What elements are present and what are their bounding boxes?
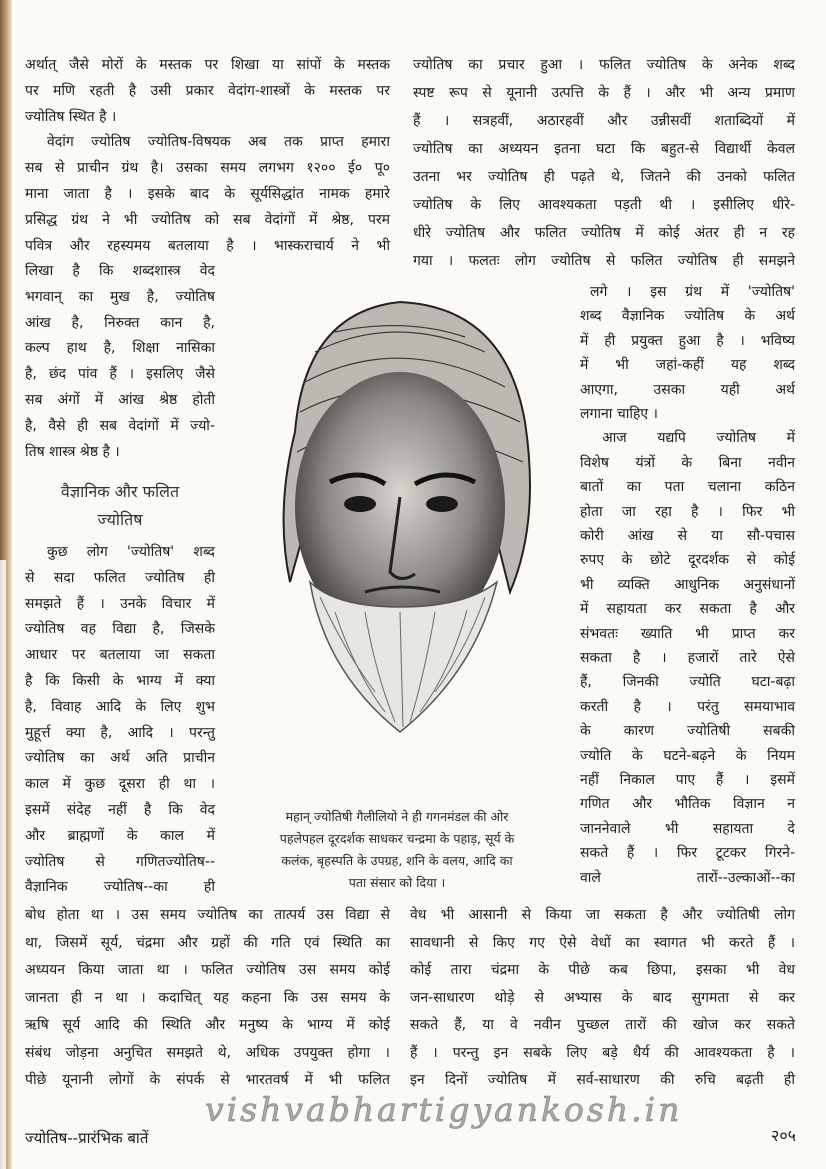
text-line: है कि किसी के भाग्य में क्या: [25, 673, 215, 689]
text-line: भगवान् का मुख है, ज्योतिष: [25, 288, 215, 305]
text-line: सावधानी से किए गए ऐसे वेधों का स्वागत भी करते हैं ।: [410, 934, 795, 951]
portrait-illustration: [235, 292, 560, 797]
text-line: अध्ययन किया जाता था । फलित ज्योतिष उस समय कोई: [25, 962, 390, 978]
text-line: तिष शास्त्र श्रेष्ठ है ।: [25, 443, 120, 460]
text-line: कोरी आंख से या सौ-पचास: [580, 528, 795, 544]
text-line: ज्योतिष का अर्थ अति प्राचीन: [25, 750, 215, 767]
section-heading: [25, 480, 215, 530]
text-line: भी व्यक्ति आधुनिक अनुसंधानों: [580, 576, 795, 593]
text-line: रुपए के छोटे दूरदर्शक से कोई: [580, 552, 795, 569]
text-line: ज्योतिष वह विद्या है, जिसके: [25, 621, 215, 638]
caption-line: महान् ज्योतिषी गैलीलियो ने ही गगनमंडल की ओर: [285, 809, 509, 824]
text-line: पर मणि रहती है उसी प्रकार वेदांग-शास्त्रों के मस्तक पर: [25, 82, 390, 99]
text-line: गया । फलतः लोग ज्योतिष से फलित ज्योतिष ही समझने: [413, 253, 795, 269]
caption-line: पता संसार को दिया ।: [348, 875, 446, 890]
text-line: पवित्र और रहस्यमय बतलाया है । भास्कराचार्य ने भी: [25, 237, 390, 254]
text-line: ज्योतिष स्थित है ।: [25, 108, 117, 125]
text-line: समझते हैं । उनके विचार में: [25, 595, 215, 612]
caption-line: पहलेपहल दूरदर्शक साधकर चन्द्रमा के पहाड़, सूर्य के: [279, 831, 515, 846]
text-line: इसमें संदेह नहीं है कि वेद: [25, 802, 215, 818]
text-line: है, विवाह आदि के लिए शुभ: [25, 698, 215, 715]
text-line: ज्योतिष का अध्ययन इतना घटा कि बहुत-से विद्यार्थी केवल: [413, 141, 795, 157]
page-number: २०५: [771, 1126, 796, 1145]
text-line: वैज्ञानिक ज्योतिष--का ही: [25, 879, 215, 896]
text-line: अर्थात् जैसे मोरों के मस्तक पर शिखा या सांपों के मस्तक: [25, 57, 390, 73]
text-line: और ब्राह्मणों के काल में: [25, 827, 215, 844]
text-line: सकते हैं । फिर टूटकर गिरने-: [580, 845, 795, 862]
text-line: कल्प हाथ है, शिक्षा नासिका: [25, 340, 215, 357]
text-line: लगाना चाहिए ।: [580, 406, 658, 422]
text-line: है, छंद पांव हैं । इसलिए जैसे: [25, 366, 215, 383]
text-line: पीछे यूनानी लोगों के संपर्क से भारतवर्ष में भी फलित: [25, 1072, 390, 1088]
text-line: वेध भी आसानी से किया जा सकता है और ज्योतिषी लोग: [410, 907, 795, 923]
text-line: हैं । सत्रहवीं, अठारहवीं और उन्नीसवीं शताब्दियों में: [413, 113, 795, 129]
text-line: था, जिसमें सूर्य, चंद्रमा और ग्रहों की गति एवं स्थिति का: [25, 934, 390, 951]
section-heading-line: ज्योतिष: [97, 510, 143, 529]
text-line: के कारण ज्योतिषी सबकी: [580, 723, 795, 740]
text-line: नहीं निकाल पाए हैं । इसमें: [580, 772, 795, 788]
text-line: आधार पर बतलाया जा सकता: [25, 647, 215, 664]
watermark: vishvabhartigyankosh.in: [205, 1090, 683, 1129]
text-line: ज्योति के घटने-बढ़ने के नियम: [580, 747, 795, 764]
text-line: सब से प्राचीन ग्रंथ है। उसका समय लगभग १२०० ई० पू०: [25, 160, 390, 177]
text-line: आएगा, उसका यही अर्थ: [580, 381, 795, 398]
text-line: ज्योतिष से गणितज्योतिष--: [25, 853, 215, 870]
text-line: हैं । परन्तु इन सबके लिए बड़े धैर्य की आवश्यकता है ।: [410, 1044, 795, 1061]
text-line: उतना भर ज्योतिष ही पढ़ते थे, जितने की उनको फलित: [413, 169, 795, 185]
caption-line: कलंक, बृहस्पति के उपग्रह, शनि के वलय, आदि का: [281, 853, 513, 868]
section-heading-line: वैज्ञानिक और फलित: [60, 482, 180, 501]
text-line: सब अंगों में आंख श्रेष्ठ होती: [25, 392, 215, 408]
text-line: लिखा है कि शब्दशास्त्र वेद: [25, 263, 215, 279]
text-line: से सदा फलित ज्योतिष ही: [25, 569, 215, 586]
text-line: जाननेवाले भी सहायता दे: [580, 820, 795, 837]
text-line: ज्योतिष के लिए आवश्यकता पड़ती थी । इसीलिए धीरे-: [413, 197, 795, 213]
text-line: संभवतः ख्याति भी प्राप्त कर: [580, 625, 795, 642]
text-line: शब्द वैज्ञानिक ज्योतिष के अर्थ: [580, 308, 795, 325]
text-line: आज यद्यपि ज्योतिष में: [602, 430, 795, 447]
text-line: है, वैसे ही सब वेदांगों में ज्यो-: [25, 417, 215, 434]
text-line: आंख है, निरुक्त कान है,: [25, 314, 215, 331]
text-line: में ही प्रयुक्त हुआ है । भविष्य: [580, 332, 795, 349]
text-line: में सहायता कर सकता है और: [580, 601, 795, 618]
text-line: संबंध जोड़ना अनुचित समझते थे, अधिक उपयुक्त होगा ।: [25, 1044, 390, 1061]
running-title: ज्योतिष--प्रारंभिक बातें: [25, 1129, 149, 1147]
text-line: काल में कुछ दूसरा ही था ।: [25, 776, 215, 793]
text-line: ज्योतिष का प्रचार हुआ । फलित ज्योतिष के अनेक शब्द: [413, 57, 795, 73]
text-line: वाले तारों--उल्काओं--का: [580, 869, 795, 886]
text-line: सकता है । हजारों तारे ऐसे: [580, 650, 795, 666]
text-line: बातों का पता चलाना कठिन: [580, 479, 795, 496]
text-line: मुहूर्त्त क्या है, आदि । परन्तु: [25, 724, 215, 741]
text-line: इन दिनों ज्योतिष में सर्व-साधारण की रुचि बढ़ती ही: [410, 1072, 795, 1088]
text-line: धीरे ज्योतिष और फलित ज्योतिष में कोई अंतर ही न रह: [413, 225, 795, 241]
text-line: स्पष्ट रूप से यूनानी उत्पत्ति के हैं । और भी अन्य प्रमाण: [413, 85, 795, 101]
text-line: करती है । परंतु समयाभाव: [580, 698, 795, 715]
text-line: वेदांग ज्योतिष ज्योतिष-विषयक अब तक प्राप्त हमारा: [47, 134, 390, 151]
text-line: माना जाता है । इसके बाद के सूर्यसिद्धांत नामक हमारे: [25, 186, 390, 202]
text-line: में भी जहां-कहीं यह शब्द: [580, 357, 795, 374]
text-line: लगे । इस ग्रंथ में 'ज्योतिष': [590, 284, 795, 300]
text-line: जन-साधारण थोड़े से अभ्यास के बाद सुगमता से कर: [410, 989, 795, 1006]
text-line: सकते हैं, या वे नवीन पुच्छल तारों की खोज कर सकते: [410, 1017, 795, 1033]
text-line: कुछ लोग 'ज्योतिष' शब्द: [47, 544, 215, 560]
text-line: ऋषि सूर्य आदि की स्थिति और मनुष्य के भाग्य में कोई: [25, 1017, 390, 1033]
text-line: गणित और भौतिक विज्ञान न: [580, 796, 795, 813]
text-line: प्रसिद्ध ग्रंथ ने भी ज्योतिष को सब वेदांगों में श्रेष्ठ, परम: [25, 211, 390, 228]
page-edge: [0, 560, 6, 1169]
text-line: होता जा रहा है । फिर भी: [580, 503, 795, 520]
text-line: जानता ही न था । कदाचित् यह कहना कि उस समय के: [25, 989, 390, 1006]
text-line: हैं, जिनकी ज्योति घटा-बढ़ा: [580, 674, 795, 691]
text-line: बोध होता था । उस समय ज्योतिष का तात्पर्य उस विद्या से: [25, 907, 390, 923]
galileo-portrait: [235, 292, 560, 797]
text-line: कोई तारा चंद्रमा के पीछे कब छिपा, इसका भी वेध: [410, 962, 795, 978]
figure-caption: [232, 806, 562, 894]
text-line: विशेष यंत्रों के बिना नवीन: [580, 454, 795, 471]
